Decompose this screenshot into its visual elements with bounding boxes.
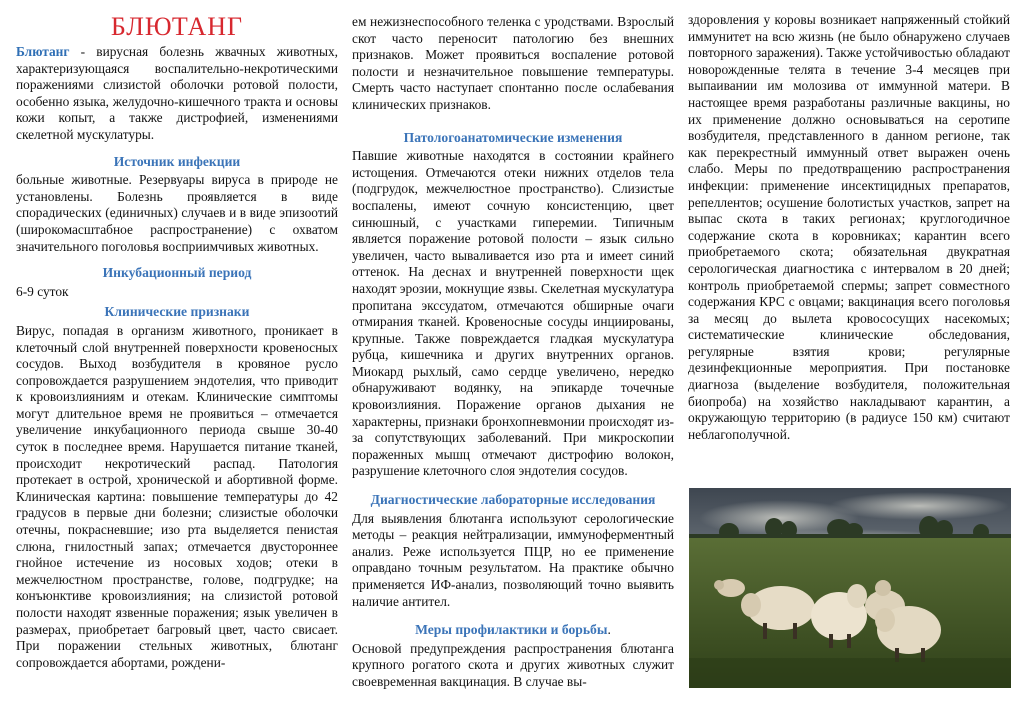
source-text: больные животные. Резервуары вируса в природе не установлены. Болезнь проявляется в виде спорадических (единичных) случаев и в виде эпизоотий (широкомасштабное распространение) с охватом значительного поголовья восприимчивых животных. (16, 172, 338, 254)
prevention-text-continued: здоровления у коровы возникает напряженный стойкий иммунитет на всю жизнь (не было обнаружено случаев повторного заражения). Также устойчивостью обладают новорожденные телята в течение 3-4 месяцев при выпаивании им молозива от иммунной матери. В настоящее время разработаны различные вакцины, но их применение должно основываться на серотипе возбудителя, представленного в данном регионе, так как перекрестный иммунный ответ выражен очень слабо. Меры по предотвращению распространения инфекции: применение инсектицидных препаратов, репеллентов; осушение болотистых участков, запрет на выпас скота в таких регионах; круглогодичное содержание скота в коровниках; карантин всего приобретаемого скота; обязательная двукратная серологическая диагностика с интервалом в 20 дней; контроль приобретаемой спермы; запрет совместного содержания КРС с овцами; вакцинация всего поголовья за месяц до вылета кровососущих насекомых; систематические клинические обследования, регулярные взятия крови; регулярные дезинфекционные мероприятия. При постановке диагноза (выделение возбудителя, положительная биопроба) на хозяйство накладывают карантин, а окружающую территорию (в радиусе 150 км) считают неблагополучной. (688, 12, 1011, 442)
clinical-text: Вирус, попадая в организм животного, проникает в клеточный слой внутренней поверхности кровеносных сосудов. Выход возбудителя в кровяное русло сопровождается разрушением эндотелия, что приводит к кровоизлияниям и отекам. Клинические симптомы могут длительное время не проявиться – отмечается увеличение инкубационного периода свыше 30-40 суток в последнее время. Нарушается питание тканей, происходит некротический распад. Патология протекает в острой, хронической и абортивной форме. Клиническая картина: повышение температуры до 42 градусов в первые дни болезни; слизистые оболочки отечны, покрасневшие; изо рта выделяется пенистая слюна, гнилостный запах; отмечается двустороннее гнойное истечение из носовых ходов; отеки в межчелюстном пространстве, голове, подгрудке; на конъюнктиве кровоизлияния; на слизистой ротовой полости находят язвенные поражения; язык увеличен в размерах, приобретает багровый цвет, часто свисает. При поражении стельных животных, блютанг сопровождается абортами, рождени- (16, 322, 338, 670)
prevention-text: Основой предупреждения распространения блютанга крупного рогатого скота и других животных служит своевременная вакцинация. В случае вы- (352, 640, 674, 689)
column-1 (16, 12, 338, 671)
pathology-text: Павшие животные находятся в состоянии крайнего истощения. Отмечаются отеки нижних отделов тела (подгрудок, межчелюстное пространство). Слизистые воспалены, имеют сочную консистенцию, цвет синюшный, с участками гиперемии. Типичным является поражение ротовой полости – язык сильно увеличен, часто вываливается изо рта и имеет синий оттенок. На деснах и внутренней поверхности щек находят эрозии, мокнущие язвы. Скелетная мускулатура пропитана экссудатом, отмечаются обширные очаги отмирания тканей. Кровеносные сосуды инциированы, крупные. Также повреждается гладкая мускулатура рубца, кишечника и других внутренних органов. Миокард рыхлый, само сердце увеличено, нередко обнаруживают водянку, на эпикарде точечные кровоизлияния. Поражение органов дыхания не характерны, признаки бронхопневмонии происходят из-за сопутствующих заболеваний. При микроскопии пораженных мышц отмечают дистрофию волокон, разрушение клеточного слоя эндотелия сосудов. (352, 148, 674, 479)
prevention-heading-text: Меры профилактики и борьбы (415, 622, 608, 638)
foreground-grass (689, 658, 1011, 688)
source-heading: Источник инфекции (113, 153, 241, 169)
intro-text: - вирусная болезнь жвачных животных, характеризующаяся воспалительно-некротическими поражениями слизистой оболочки ротовой полости, особенно языка, желудочно-кишечного тракта и основы кожи копыт, а также дистрофией, изменениями скелетной мускулатуры. (16, 44, 338, 142)
sheep-pasture-photo (689, 488, 1011, 688)
incubation-text: 6-9 суток (16, 283, 69, 299)
clinical-text-continued: ем нежизнеспособного теленка с уродствами. Взрослый скот часто переносит патологию без внешних признаков. Может проявиться воспаление ротовой полости и незначительное повышение температуры. Смерть часто наступает спонтанно после ослабевания клинических признаков. (352, 14, 674, 112)
page-title: БЛЮТАНГ (110, 12, 244, 41)
incubation-heading: Инкубационный период (102, 265, 252, 281)
clinical-heading: Клинические признаки (104, 304, 250, 320)
prevention-heading (352, 622, 674, 639)
column-3 (688, 12, 1010, 443)
diagnostics-heading: Диагностические лабораторные исследования (370, 492, 656, 508)
cloud (829, 492, 1009, 520)
pathology-heading: Патологоанатомические изменения (403, 129, 623, 145)
sheep-photo-illustration (689, 488, 1011, 688)
intro-term: Блютанг (16, 44, 70, 59)
diagnostics-text: Для выявления блютанга используют серологические методы – реакция нейтрализации, иммуноферментный анализ. Реже используется ПЦР, но ее применение оправдано точным результатом. На практике обычно применяется ИФ-анализ, позволяющий точно выявить наличие антител. (352, 510, 674, 609)
column-2 (352, 14, 674, 691)
prevention-heading-dot: . (607, 622, 611, 638)
intro-paragraph (16, 44, 338, 144)
